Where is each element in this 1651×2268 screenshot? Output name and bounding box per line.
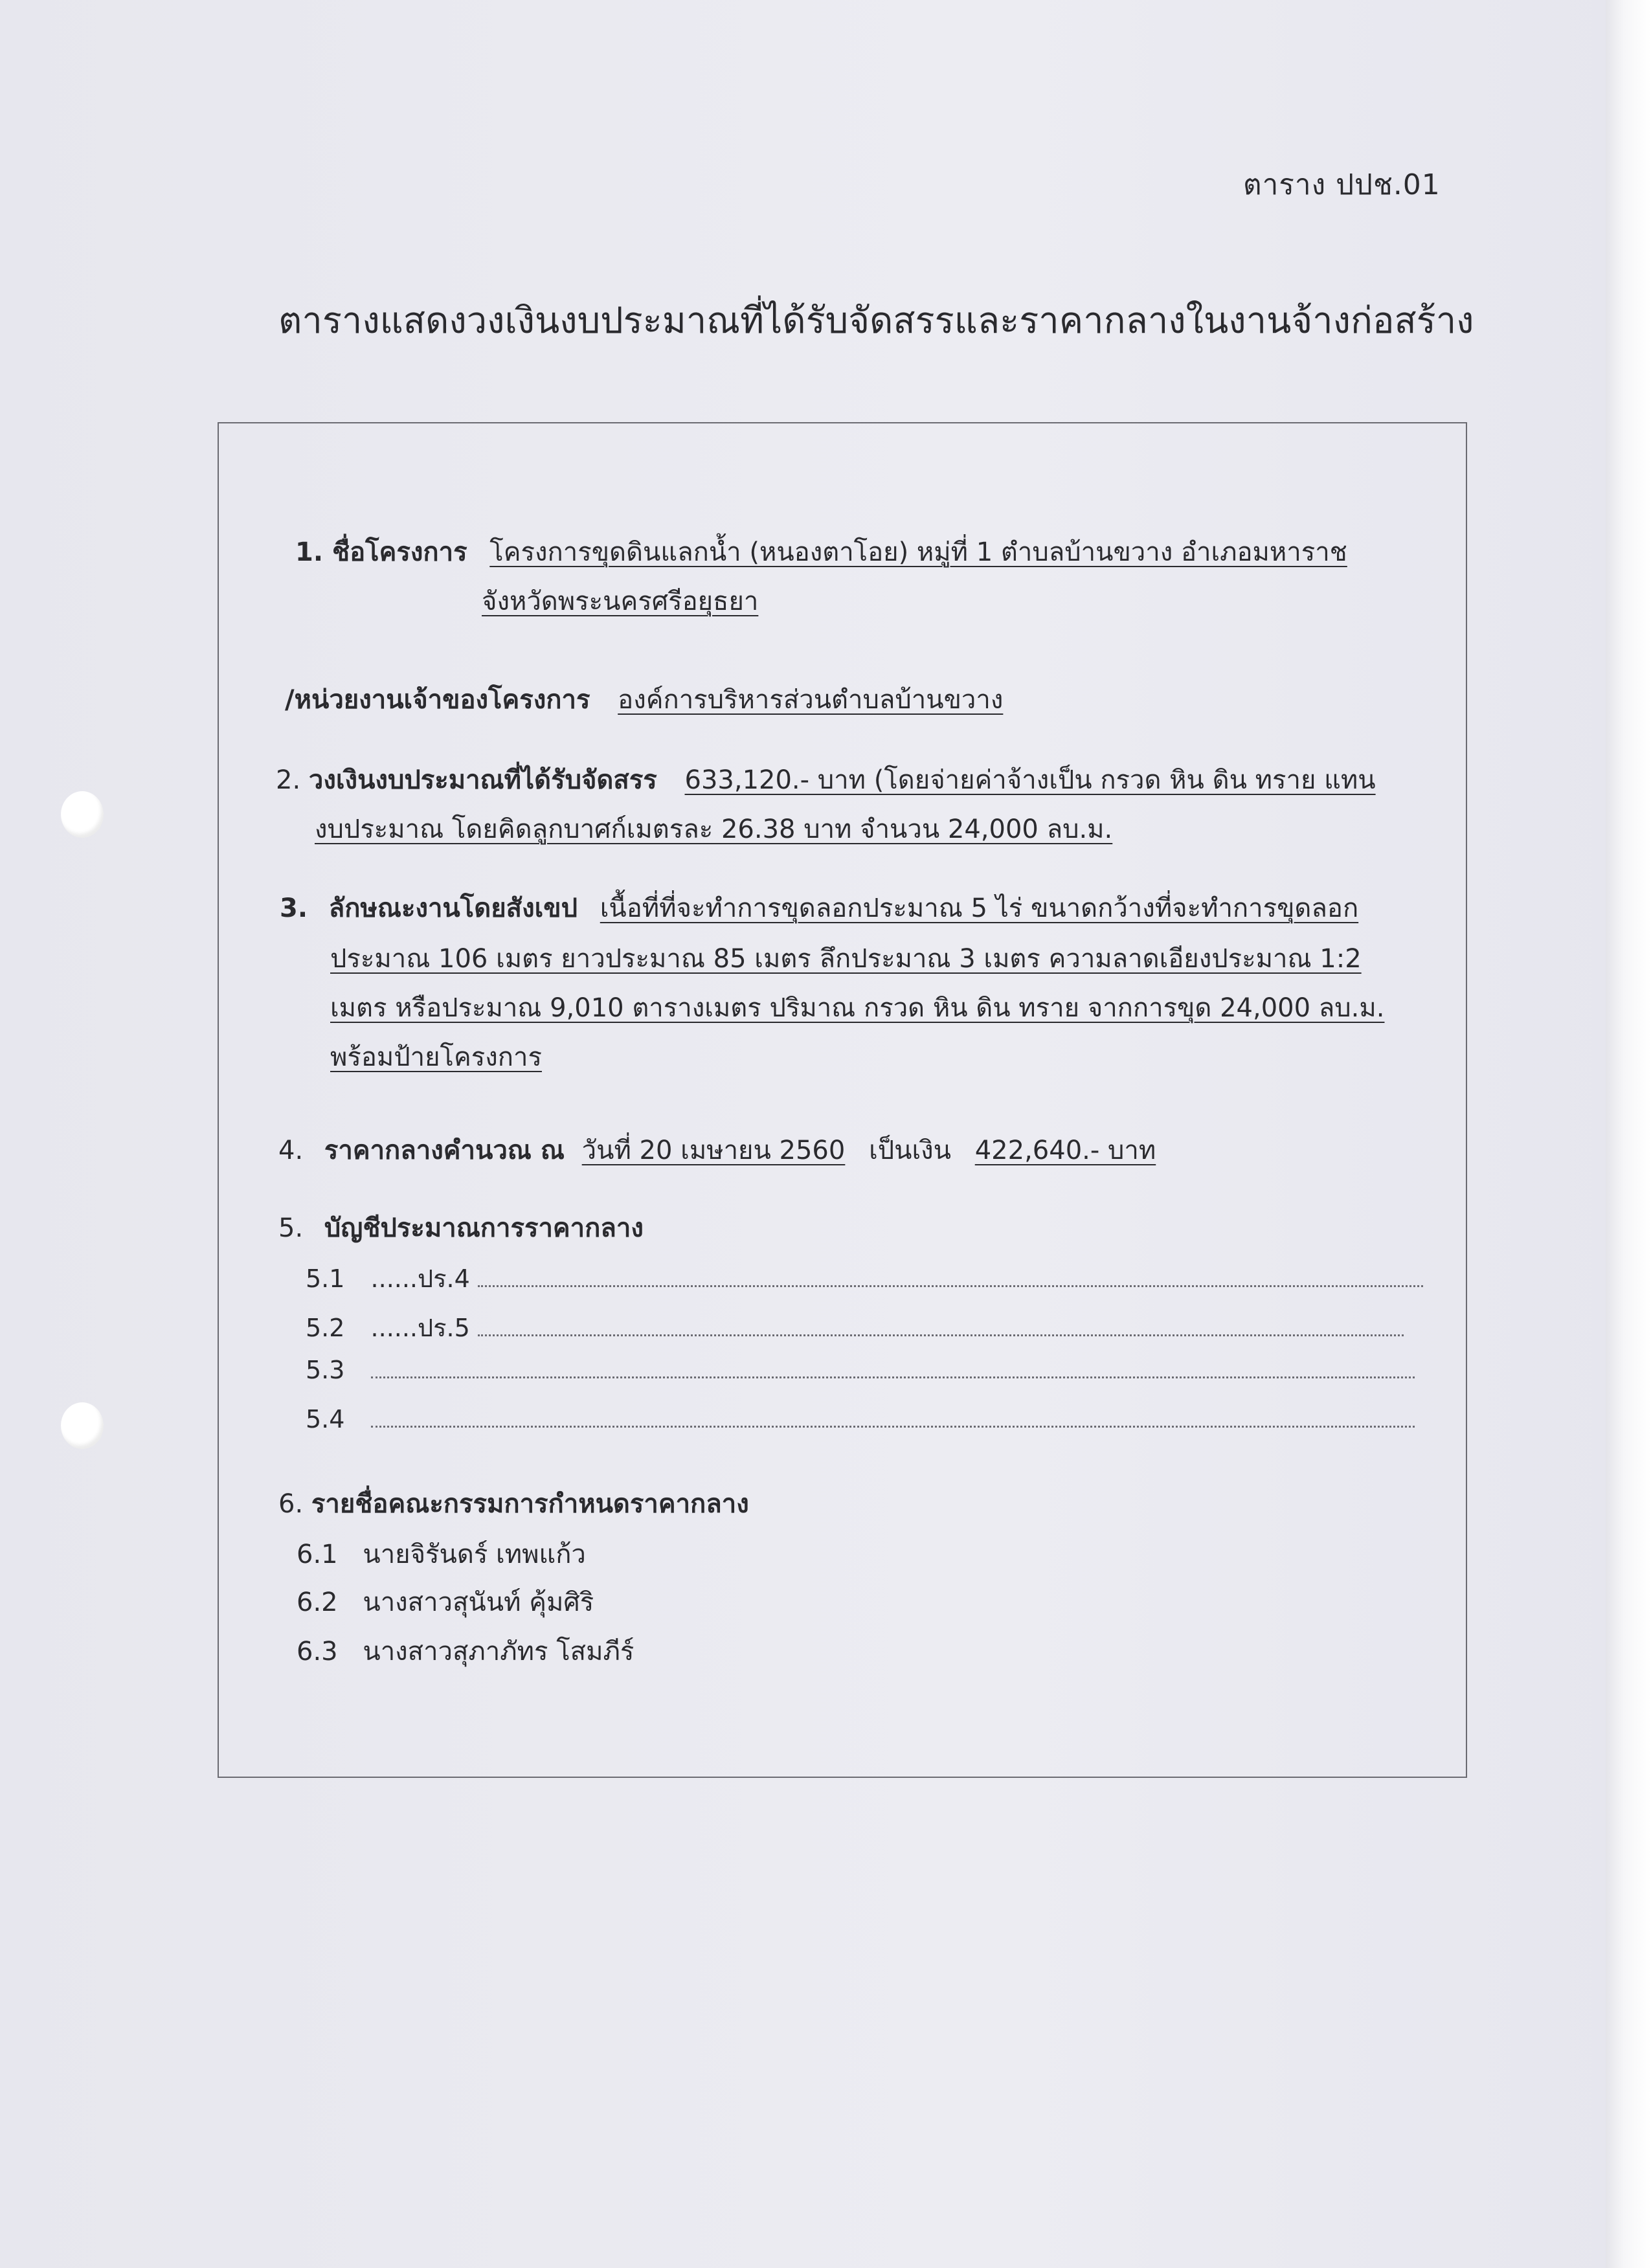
item1-row	[295, 531, 1347, 572]
document-title: ตารางแสดงวงเงินงบประมาณที่ได้รับจัดสรรและราคากลางในงานจ้างก่อสร้าง	[278, 300, 1474, 342]
item5-subrow-number: 5.2	[306, 1314, 345, 1342]
item5-label: บัญชีประมาณการราคากลาง	[324, 1213, 644, 1243]
item6-number: 6.	[278, 1489, 304, 1519]
item1-label: 1. ชื่อโครงการ	[295, 537, 467, 567]
document-code: ตาราง ปปช.01	[1243, 168, 1441, 201]
item3-row	[280, 887, 1358, 928]
item5-row	[278, 1207, 644, 1248]
item3-row4	[330, 1036, 542, 1077]
item5-subrow	[306, 1259, 1423, 1298]
item2-row	[276, 759, 1376, 800]
item5-subrow	[306, 1405, 1415, 1433]
item3-value-line1: เนื้อที่ที่จะทำการขุดลอกประมาณ 5 ไร่ ขนาดกว้างที่จะทำการขุดลอก	[600, 893, 1359, 923]
dotted-leader	[371, 1420, 1415, 1428]
scan-edge	[1606, 0, 1651, 2268]
committee-member-number: 6.1	[297, 1540, 338, 1569]
owner-row	[285, 679, 1003, 720]
item2-number: 2.	[276, 765, 301, 795]
item5-subrow-text: ......ปร.4	[370, 1264, 470, 1293]
item5-number: 5.	[278, 1213, 304, 1243]
item2-row2	[315, 808, 1112, 849]
item3-row3	[330, 987, 1384, 1028]
committee-member	[297, 1533, 586, 1575]
item5-subrow-number: 5.3	[306, 1356, 345, 1384]
item4-amount-label: เป็นเงิน	[869, 1136, 952, 1165]
committee-member-number: 6.3	[297, 1637, 338, 1667]
item6-label: รายชื่อคณะกรรมการกำหนดราคากลาง	[311, 1489, 749, 1519]
item5-subrow-number: 5.4	[306, 1405, 345, 1433]
committee-member	[297, 1581, 594, 1622]
item4-label: ราคากลางคำนวณ ณ	[324, 1136, 565, 1165]
item5-subrow-number: 5.1	[306, 1264, 345, 1293]
item5-subrow	[306, 1308, 1404, 1347]
item5-subrow-text: ......ปร.5	[370, 1314, 470, 1342]
committee-member-name: นายจิรันดร์ เทพแก้ว	[363, 1540, 586, 1569]
committee-member	[297, 1630, 634, 1672]
item4-row	[278, 1129, 1156, 1171]
item3-value-line2: ประมาณ 106 เมตร ยาวประมาณ 85 เมตร ลึกประมาณ 3 เมตร ความลาดเอียงประมาณ 1:2	[330, 944, 1362, 974]
item2-value-line1: 633,120.- บาท (โดยจ่ายค่าจ้างเป็น กรวด หิน ดิน ทราย แทน	[684, 765, 1376, 795]
item2-value-line2: งบประมาณ โดยคิดลูกบาศก์เมตรละ 26.38 บาท จำนวน 24,000 ลบ.ม.	[315, 814, 1113, 844]
item1-value-line2: จังหวัดพระนครศรีอยุธยา	[482, 587, 759, 616]
item3-row2	[330, 938, 1362, 979]
owner-label: /หน่วยงานเจ้าของโครงการ	[285, 685, 590, 715]
punch-hole-bottom	[61, 1402, 104, 1449]
committee-member-name: นางสาวสุภาภัทร โสมภีร์	[363, 1637, 635, 1667]
item3-label: ลักษณะงานโดยสังเขป	[328, 893, 578, 923]
item3-value-line4: พร้อมป้ายโครงการ	[330, 1042, 542, 1072]
committee-member-number: 6.2	[297, 1588, 338, 1617]
owner-value: องค์การบริหารส่วนตำบลบ้านขวาง	[618, 685, 1004, 715]
committee-member-name: นางสาวสุนันท์ คุ้มศิริ	[363, 1588, 594, 1617]
punch-hole-top	[61, 791, 104, 838]
dotted-leader	[371, 1371, 1415, 1378]
item1-value-line1: โครงการขุดดินแลกน้ำ (หนองตาโอย) หมู่ที่ 1 ตำบลบ้านขวาง อำเภอมหาราช	[489, 537, 1347, 567]
item2-label: วงเงินงบประมาณที่ได้รับจัดสรร	[308, 765, 657, 795]
item4-number: 4.	[278, 1136, 304, 1165]
item1-row2	[482, 580, 758, 622]
item3-value-line3: เมตร หรือประมาณ 9,010 ตารางเมตร ปริมาณ กรวด หิน ดิน ทราย จากการขุด 24,000 ลบ.ม.	[330, 993, 1385, 1023]
item4-date: วันที่ 20 เมษายน 2560	[581, 1136, 846, 1165]
dotted-leader	[478, 1280, 1423, 1287]
item4-amount: 422,640.- บาท	[974, 1136, 1156, 1165]
dotted-leader	[478, 1329, 1404, 1336]
item6-row	[278, 1483, 749, 1524]
item3-number: 3.	[280, 893, 308, 923]
item5-subrow	[306, 1356, 1415, 1384]
